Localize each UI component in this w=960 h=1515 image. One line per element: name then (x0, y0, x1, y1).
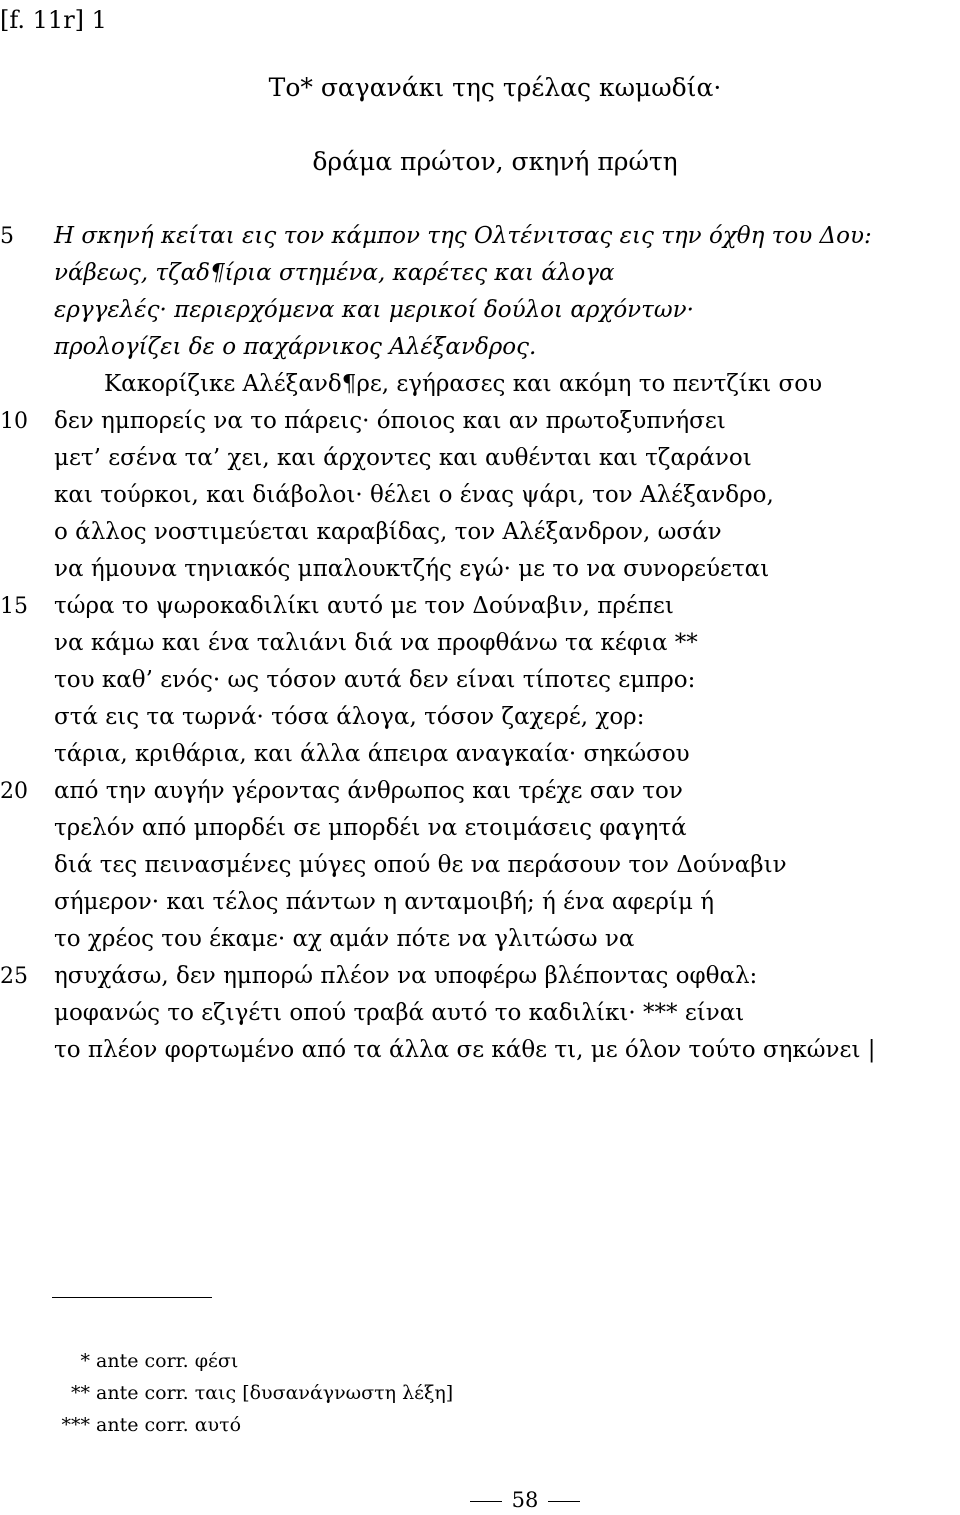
verse-line (0, 1032, 960, 1069)
line-number: 15 (0, 594, 28, 619)
line-text: στά εις τα τωρνά· τόσα άλογα, τόσον ζαχερέ, χορ: (54, 704, 645, 730)
line-text: Η σκηνή κείται εις τον κάμπον της Ολτένιτσας εις την όχθη του Δου: (54, 223, 872, 249)
verse-line (0, 773, 960, 810)
verse-line (0, 662, 960, 699)
line-text: τάρια, κριθάρια, και άλλα άπειρα αναγκαία· σηκώσου (54, 741, 690, 767)
line-text: τρελόν από μπορδέι σε μπορδέι να ετοιμάσεις φαγητά (54, 815, 687, 841)
verse-line (0, 884, 960, 921)
line-text: ησυχάσω, δεν ημπορώ πλέον να υποφέρω βλέποντας οφθαλ: (54, 963, 758, 989)
stage-direction-line (0, 329, 960, 366)
line-text: και τούρκοι, και διάβολοι· θέλει ο ένας ψάρι, τον Αλέξανδρο, (54, 482, 774, 508)
footnote (0, 1377, 960, 1409)
line-number: 20 (0, 779, 28, 804)
line-text: ο άλλος νοστιμεύεται καραβίδας, τον Αλέξανδρον, ωσάν (54, 519, 722, 545)
footnote-text: ante corr. ταις [δυσανάγνωστη λέξη] (96, 1382, 454, 1404)
stage-direction-line (0, 255, 960, 292)
footnote-mark: ** (71, 1382, 90, 1404)
verse-line (0, 440, 960, 477)
line-text: προλογίζει δε ο παχάρνικος Αλέξανδρος. (54, 334, 537, 360)
verse-line (0, 810, 960, 847)
footnote-mark: *** (61, 1414, 90, 1436)
line-text: του καθ’ ενός· ως τόσον αυτά δεν είναι τίποτες εμπρο: (54, 667, 696, 693)
verse-line (0, 588, 960, 625)
verse-line (0, 995, 960, 1032)
line-number: 5 (0, 224, 14, 249)
folio-reference: [f. 11r] 1 (0, 6, 107, 34)
verse-line (0, 736, 960, 773)
line-text: τώρα το ψωροκαδιλίκι αυτό με τον Δούναβιν, πρέπει (54, 593, 674, 619)
footnote-separator (52, 1297, 212, 1298)
footnotes (0, 1345, 960, 1441)
stage-direction-line (0, 218, 960, 255)
page-number: 58 (511, 1488, 539, 1512)
footnote (0, 1409, 960, 1441)
footnote (0, 1345, 960, 1377)
verse-line (0, 366, 960, 403)
verse-line (0, 625, 960, 662)
line-text: διά τες πεινασμένες μύγες οπού θε να περάσουν τον Δούναβιν (54, 852, 787, 878)
dash-left (470, 1501, 502, 1502)
verse-line (0, 403, 960, 440)
line-text: να ήμουνα τηνιακός μπαλουκτζής εγώ· με το να συνορεύεται (54, 556, 770, 582)
verse-lines (0, 218, 960, 1069)
verse-line (0, 514, 960, 551)
verse-line (0, 847, 960, 884)
act-scene-heading: δράμα πρώτον, σκηνή πρώτη (312, 147, 678, 176)
stage-direction-line (0, 292, 960, 329)
line-text: από την αυγήν γέροντας άνθρωπος και τρέχε σαν τον (54, 778, 683, 804)
line-text: δεν ημπορείς να το πάρεις· όποιος και αν πρωτοξυπνήσει (54, 408, 726, 434)
verse-line (0, 551, 960, 588)
play-title: Το* σαγανάκι της τρέλας κωμωδία· (268, 73, 722, 102)
verse-line (0, 958, 960, 995)
footnote-mark: * (80, 1350, 90, 1372)
page-footer (0, 1488, 960, 1512)
line-number: 25 (0, 964, 28, 989)
line-text: να κάμω και ένα ταλιάνι διά να προφθάνω τα κέφια ** (54, 630, 698, 656)
line-text: μετ’ εσένα τα’ χει, και άρχοντες και αυθένται και τζαράνοι (54, 445, 752, 471)
line-text: νάβεως, τζαδ¶ίρια στημένα, καρέτες και άλογα (54, 260, 615, 286)
line-text: Κακορίζικε Αλέξανδ¶ρε, εγήρασες και ακόμη το πεντζίκι σου (104, 371, 823, 397)
line-text: το πλέον φορτωμένο από τα άλλα σε κάθε τι, με όλον τούτο σηκώνει | (54, 1037, 876, 1063)
dash-right (548, 1501, 580, 1502)
verse-line (0, 699, 960, 736)
line-text: σήμερον· και τέλος πάντων η ανταμοιβή; ή ένα αφερίμ ή (54, 889, 714, 915)
verse-line (0, 477, 960, 514)
footnote-text: ante corr. αυτό (96, 1414, 242, 1436)
footnote-text: ante corr. φέσι (96, 1350, 239, 1372)
line-text: εργγελές· περιερχόμενα και μερικοί δούλοι αρχόντων· (54, 297, 694, 323)
line-text: το χρέος του έκαμε· αχ αμάν πότε να γλιτώσω να (54, 926, 635, 952)
line-number: 10 (0, 409, 28, 434)
verse-line (0, 921, 960, 958)
line-text: μοφανώς το εζιγέτι οπού τραβά αυτό το καδιλίκι· *** είναι (54, 1000, 745, 1026)
